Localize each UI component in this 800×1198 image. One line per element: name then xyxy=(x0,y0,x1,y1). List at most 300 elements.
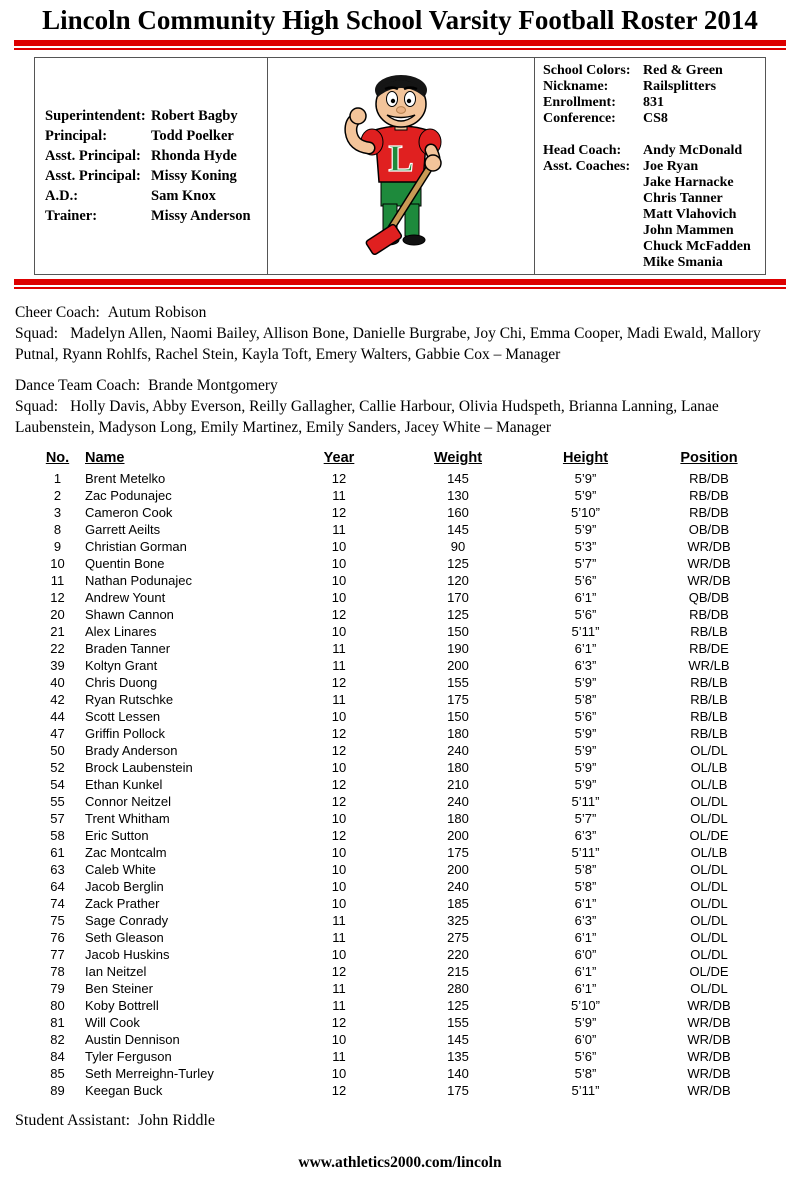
roster-cell: 125 xyxy=(447,998,469,1013)
roster-cell: Sage Conrady xyxy=(85,913,169,928)
roster-cell: 78 xyxy=(50,964,65,979)
roster-cell: 5’9” xyxy=(574,488,597,503)
roster-cell: 77 xyxy=(50,947,65,962)
roster-row xyxy=(30,487,770,504)
roster-cell: Andrew Yount xyxy=(85,590,166,605)
roster-cell: 5’9” xyxy=(574,522,597,537)
roster-cell: WR/DB xyxy=(687,539,731,554)
staff-value: Robert Bagby xyxy=(151,108,238,124)
student-assistant-label: Student Assistant: xyxy=(15,1112,131,1129)
roster-cell: 85 xyxy=(50,1066,65,1081)
staff-value: Missy Anderson xyxy=(151,208,251,224)
roster-cell: 11 xyxy=(332,998,346,1013)
asst-coach-name: Chuck McFadden xyxy=(643,239,751,254)
roster-cell: Griffin Pollock xyxy=(85,726,165,741)
dance-squad-names: Holly Davis, Abby Everson, Reilly Gallagher, Callie Harbour, Olivia Hudspeth, Brianna Lanning, Lanae Laubenstein, Madyson Long, Emily Martinez, Emily Sanders, Jacey White – Manager xyxy=(15,398,719,436)
roster-row xyxy=(30,640,770,657)
roster-cell: 20 xyxy=(50,607,65,622)
roster-cell: 6’3” xyxy=(574,828,597,843)
roster-cell: Tyler Ferguson xyxy=(85,1049,172,1064)
roster-cell: 10 xyxy=(331,879,347,894)
roster-cell: 150 xyxy=(447,709,469,724)
roster-cell: RB/LB xyxy=(690,709,728,724)
roster-row xyxy=(30,861,770,878)
roster-cell: 175 xyxy=(447,692,469,707)
roster-cell: Jacob Berglin xyxy=(85,879,164,894)
roster-cell: 12 xyxy=(50,590,65,605)
asst-coach-row xyxy=(543,175,765,191)
dance-coach-label: Dance Team Coach: xyxy=(15,377,141,394)
roster-cell: 64 xyxy=(50,879,65,894)
roster-cell: OL/DE xyxy=(689,964,729,979)
roster-cell: 325 xyxy=(447,913,469,928)
header-box xyxy=(34,57,766,275)
col-header-weight: Weight xyxy=(433,450,483,466)
asst-coach-row xyxy=(543,255,765,271)
roster-cell: Quentin Bone xyxy=(85,556,165,571)
roster-cell: 125 xyxy=(447,607,469,622)
staff-list xyxy=(35,106,267,226)
divider-mid xyxy=(14,279,786,289)
asst-coach-label xyxy=(543,191,643,207)
roster-cell: 79 xyxy=(50,981,65,996)
roster-cell: WR/DB xyxy=(687,998,731,1013)
roster-cell: 42 xyxy=(50,692,65,707)
roster-cell: Brent Metelko xyxy=(85,471,166,486)
roster-cell: 215 xyxy=(447,964,469,979)
roster-row xyxy=(30,606,770,623)
roster-row xyxy=(30,912,770,929)
roster-row xyxy=(30,997,770,1014)
roster-cell: 10 xyxy=(331,760,347,775)
roster-cell: OL/DE xyxy=(689,828,729,843)
roster-cell: 200 xyxy=(447,658,469,673)
roster-cell: 80 xyxy=(50,998,65,1013)
roster-row xyxy=(30,810,770,827)
roster-cell: RB/LB xyxy=(690,726,728,741)
roster-cell: Garrett Aeilts xyxy=(85,522,161,537)
roster-cell: Austin Dennison xyxy=(85,1032,180,1047)
roster-cell: 240 xyxy=(447,794,469,809)
roster-cell: Jacob Huskins xyxy=(85,947,170,962)
roster-cell: OL/DL xyxy=(690,879,728,894)
roster-row xyxy=(30,725,770,742)
roster-cell: 155 xyxy=(447,675,469,690)
school-info-list xyxy=(543,63,765,127)
roster-cell: 11 xyxy=(332,930,346,945)
roster-cell: 125 xyxy=(447,556,469,571)
asst-coach-row xyxy=(543,239,765,255)
roster-cell: 240 xyxy=(447,743,469,758)
staff-label: Asst. Principal: xyxy=(45,168,141,184)
asst-coach-row xyxy=(543,159,765,175)
roster-cell: Chris Duong xyxy=(85,675,158,690)
head-coach-row xyxy=(543,143,765,159)
roster-cell: OL/DL xyxy=(690,743,728,758)
roster-cell: 44 xyxy=(50,709,65,724)
roster-cell: RB/DB xyxy=(689,607,729,622)
school-info-row xyxy=(543,111,765,127)
roster-cell: WR/DB xyxy=(687,573,731,588)
roster-header-row xyxy=(30,450,770,470)
roster-cell: 10 xyxy=(331,1032,347,1047)
roster-cell: 5’11” xyxy=(571,624,600,639)
divider-top xyxy=(14,40,786,50)
asst-coach-row xyxy=(543,223,765,239)
school-info-row xyxy=(543,79,765,95)
roster-cell: 5’8” xyxy=(574,1066,597,1081)
school-info-row xyxy=(543,95,765,111)
school-info-panel xyxy=(535,58,765,274)
cheer-coach-label: Cheer Coach: xyxy=(15,304,100,321)
roster-cell: 75 xyxy=(50,913,65,928)
divider-thick-bar xyxy=(14,40,786,46)
roster-page xyxy=(0,5,800,1172)
roster-cell: OL/DL xyxy=(690,981,728,996)
staff-value: Missy Koning xyxy=(151,168,237,184)
roster-cell: 5’9” xyxy=(574,743,597,758)
mascot-railsplitter-image xyxy=(319,66,484,266)
roster-row xyxy=(30,963,770,980)
roster-cell: 280 xyxy=(447,981,469,996)
roster-row xyxy=(30,1031,770,1048)
roster-cell: Ethan Kunkel xyxy=(85,777,163,792)
roster-cell: 12 xyxy=(331,743,347,758)
roster-cell: 200 xyxy=(447,828,469,843)
roster-cell: 10 xyxy=(331,539,347,554)
roster-cell: RB/LB xyxy=(690,624,728,639)
roster-cell: 6’3” xyxy=(574,658,597,673)
staff-value: Sam Knox xyxy=(151,188,216,204)
roster-cell: 6’1” xyxy=(574,930,597,945)
roster-cell: Zac Podunajec xyxy=(85,488,172,503)
roster-cell: 12 xyxy=(331,726,347,741)
roster-cell: OL/DL xyxy=(690,862,728,877)
roster-row xyxy=(30,878,770,895)
roster-row xyxy=(30,1014,770,1031)
roster-cell: Seth Merreighn-Turley xyxy=(85,1066,214,1081)
staff-row xyxy=(45,106,267,126)
roster-cell: 120 xyxy=(447,573,469,588)
roster-cell: 190 xyxy=(447,641,469,656)
roster-cell: 12 xyxy=(331,777,347,792)
asst-coach-label xyxy=(543,207,643,223)
roster-cell: 57 xyxy=(50,811,65,826)
roster-row xyxy=(30,742,770,759)
roster-cell: 5’8” xyxy=(574,879,597,894)
roster-cell: Cameron Cook xyxy=(85,505,173,520)
roster-cell: 84 xyxy=(50,1049,65,1064)
roster-cell: 11 xyxy=(332,641,346,656)
school-info-value: Railsplitters xyxy=(643,79,717,94)
roster-cell: OL/DL xyxy=(690,896,728,911)
staff-label: Asst. Principal: xyxy=(45,148,141,164)
roster-cell: Will Cook xyxy=(85,1015,140,1030)
roster-cell: 6’1” xyxy=(574,896,597,911)
roster-cell: 145 xyxy=(447,1032,469,1047)
roster-cell: Zack Prather xyxy=(85,896,160,911)
head-coach-label: Head Coach: xyxy=(543,143,622,158)
mascot-letter: L xyxy=(387,138,414,180)
divider-thick-bar xyxy=(14,279,786,285)
roster-cell: 6’1” xyxy=(574,964,597,979)
roster-cell: Koby Bottrell xyxy=(85,998,159,1013)
roster-row xyxy=(30,521,770,538)
staff-row xyxy=(45,206,267,226)
roster-cell: 12 xyxy=(331,964,347,979)
roster-cell: Scott Lessen xyxy=(85,709,161,724)
roster-cell: WR/DB xyxy=(687,1015,731,1030)
asst-coach-row xyxy=(543,207,765,223)
roster-cell: 63 xyxy=(50,862,65,877)
roster-row xyxy=(30,657,770,674)
roster-cell: 12 xyxy=(331,794,347,809)
roster-cell: 40 xyxy=(50,675,65,690)
roster-cell: 145 xyxy=(447,471,469,486)
roster-cell: 180 xyxy=(447,760,469,775)
roster-row xyxy=(30,844,770,861)
roster-cell: OL/LB xyxy=(690,845,728,860)
roster-cell: 11 xyxy=(50,573,65,588)
roster-cell: Nathan Podunajec xyxy=(85,573,192,588)
roster-cell: Eric Sutton xyxy=(85,828,149,843)
roster-cell: 220 xyxy=(447,947,469,962)
school-info-label: Enrollment: xyxy=(543,95,616,110)
roster-row xyxy=(30,759,770,776)
roster-row xyxy=(30,1048,770,1065)
staff-label: A.D.: xyxy=(45,188,79,204)
roster-cell: Brady Anderson xyxy=(85,743,178,758)
roster-cell: Seth Gleason xyxy=(85,930,164,945)
roster-cell: RB/DB xyxy=(689,488,729,503)
roster-cell: 10 xyxy=(331,709,347,724)
roster-cell: 5’9” xyxy=(574,726,597,741)
asst-coach-name: Joe Ryan xyxy=(643,159,699,174)
roster-cell: RB/DB xyxy=(689,471,729,486)
roster-cell: 12 xyxy=(331,505,347,520)
roster-cell: 5’11” xyxy=(571,794,600,809)
roster-cell: Shawn Cannon xyxy=(85,607,174,622)
cheer-squad-line xyxy=(15,323,778,365)
roster-cell: 74 xyxy=(50,896,65,911)
asst-coach-label xyxy=(543,175,643,191)
asst-coach-label: Asst. Coaches: xyxy=(543,159,631,174)
cheer-coach-line xyxy=(15,302,778,323)
roster-cell: 10 xyxy=(331,811,347,826)
staff-row xyxy=(45,146,267,166)
roster-cell: RB/DE xyxy=(689,641,729,656)
roster-row xyxy=(30,776,770,793)
roster-cell: OL/DL xyxy=(690,930,728,945)
roster-cell: 5’3” xyxy=(574,539,597,554)
roster-cell: 5’7” xyxy=(574,811,597,826)
roster-cell: 8 xyxy=(53,522,62,537)
asst-coach-label xyxy=(543,239,643,255)
roster-cell: Ben Steiner xyxy=(85,981,153,996)
divider-thin-bar xyxy=(14,287,786,289)
divider-thin-bar xyxy=(14,48,786,50)
roster-cell: WR/DB xyxy=(687,1049,731,1064)
school-info-label: School Colors: xyxy=(543,63,631,78)
roster-row xyxy=(30,946,770,963)
asst-coach-name: John Mammen xyxy=(643,223,734,238)
roster-row xyxy=(30,793,770,810)
roster-cell: 6’0” xyxy=(574,947,597,962)
roster-cell: 3 xyxy=(53,505,62,520)
roster-cell: 5’11” xyxy=(571,845,600,860)
staff-row xyxy=(45,186,267,206)
roster-cell: 6’0” xyxy=(574,1032,597,1047)
col-header-no: No. xyxy=(45,450,70,466)
roster-cell: Alex Linares xyxy=(85,624,157,639)
roster-cell: 54 xyxy=(50,777,65,792)
col-header-year: Year xyxy=(323,450,355,466)
roster-cell: Caleb White xyxy=(85,862,156,877)
school-info-row xyxy=(543,63,765,79)
roster-cell: 5’10” xyxy=(571,505,600,520)
staff-value: Todd Poelker xyxy=(151,128,234,144)
roster-cell: 11 xyxy=(332,658,346,673)
roster-row xyxy=(30,708,770,725)
roster-cell: 11 xyxy=(332,522,346,537)
roster-cell: RB/DB xyxy=(689,505,729,520)
col-header-name: Name xyxy=(85,450,125,466)
roster-cell: 5’9” xyxy=(574,760,597,775)
roster-cell: 12 xyxy=(331,828,347,843)
dance-squad-line xyxy=(15,396,778,438)
dance-section xyxy=(15,375,778,438)
roster-cell: 160 xyxy=(447,505,469,520)
roster-cell: 5’6” xyxy=(574,709,597,724)
staff-panel xyxy=(35,58,268,274)
roster-cell: 10 xyxy=(331,590,347,605)
roster-row xyxy=(30,929,770,946)
roster-cell: 210 xyxy=(447,777,469,792)
roster-cell: 175 xyxy=(447,845,469,860)
roster-row xyxy=(30,827,770,844)
staff-label: Trainer: xyxy=(45,208,98,224)
col-header-height: Height xyxy=(562,450,609,466)
roster-cell: OL/DL xyxy=(690,811,728,826)
roster-cell: 10 xyxy=(331,845,347,860)
roster-cell: 150 xyxy=(447,624,469,639)
cheer-squad-label: Squad: xyxy=(15,325,59,342)
roster-cell: 10 xyxy=(331,1066,347,1081)
roster-cell: Koltyn Grant xyxy=(85,658,158,673)
roster-cell: 5’6” xyxy=(574,607,597,622)
roster-cell: WR/DB xyxy=(687,556,731,571)
roster-cell: Ryan Rutschke xyxy=(85,692,174,707)
roster-cell: Braden Tanner xyxy=(85,641,171,656)
cheer-coach-name: Autum Robison xyxy=(107,304,207,321)
student-assistant-line xyxy=(15,1112,800,1130)
roster-cell: 5’9” xyxy=(574,777,597,792)
roster-cell: 155 xyxy=(447,1015,469,1030)
roster-cell: 185 xyxy=(447,896,469,911)
roster-row xyxy=(30,572,770,589)
roster-cell: 76 xyxy=(50,930,65,945)
roster-cell: Christian Gorman xyxy=(85,539,187,554)
roster-cell: 6’1” xyxy=(574,641,597,656)
roster-cell: 10 xyxy=(331,573,347,588)
roster-cell: 5’9” xyxy=(574,471,597,486)
roster-cell: 5’6” xyxy=(574,1049,597,1064)
roster-cell: 39 xyxy=(50,658,65,673)
dance-squad-label: Squad: xyxy=(15,398,59,415)
roster-cell: 5’9” xyxy=(574,675,597,690)
roster-cell: Zac Montcalm xyxy=(85,845,167,860)
roster-cell: 21 xyxy=(50,624,65,639)
asst-coach-name: Mike Smania xyxy=(643,255,723,270)
page-title: Lincoln Community High School Varsity Football Roster 2014 xyxy=(42,5,758,35)
roster-cell: Connor Neitzel xyxy=(85,794,171,809)
roster-cell: 275 xyxy=(447,930,469,945)
roster-cell: 5’6” xyxy=(574,573,597,588)
roster-cell: 11 xyxy=(332,488,346,503)
roster-cell: Ian Neitzel xyxy=(85,964,147,979)
roster-cell: 61 xyxy=(50,845,65,860)
roster-cell: 6’1” xyxy=(574,981,597,996)
roster-cell: 5’9” xyxy=(574,1015,597,1030)
roster-cell: 2 xyxy=(53,488,62,503)
roster-cell: OB/DB xyxy=(688,522,730,537)
roster-row xyxy=(30,470,770,487)
roster-row xyxy=(30,980,770,997)
mascot-panel xyxy=(268,58,535,274)
roster-cell: 11 xyxy=(332,913,346,928)
roster-cell: 170 xyxy=(447,590,469,605)
roster-cell: OL/DL xyxy=(690,913,728,928)
roster-cell: RB/LB xyxy=(690,692,728,707)
school-info-value: 831 xyxy=(643,95,664,110)
roster-cell: 9 xyxy=(53,539,62,554)
roster-cell: 90 xyxy=(450,539,466,554)
staff-label: Principal: xyxy=(45,128,108,144)
roster-cell: OL/LB xyxy=(690,760,728,775)
roster-cell: 10 xyxy=(331,624,347,639)
roster-cell: WR/DB xyxy=(687,1083,731,1098)
roster-cell: 89 xyxy=(50,1083,65,1098)
roster-cell: 11 xyxy=(332,692,346,707)
roster-cell: WR/LB xyxy=(688,658,730,673)
roster-cell: OL/DL xyxy=(690,794,728,809)
roster-cell: WR/DB xyxy=(687,1066,731,1081)
roster-cell: 140 xyxy=(447,1066,469,1081)
roster-row xyxy=(30,504,770,521)
staff-row xyxy=(45,126,267,146)
roster-cell: 180 xyxy=(447,726,469,741)
roster-cell: 10 xyxy=(331,896,347,911)
roster-row xyxy=(30,555,770,572)
roster-cell: 10 xyxy=(331,862,347,877)
roster-cell: RB/LB xyxy=(690,675,728,690)
roster-row xyxy=(30,895,770,912)
roster-table xyxy=(30,450,770,1099)
roster-cell: Keegan Buck xyxy=(85,1083,163,1098)
roster-cell: 200 xyxy=(447,862,469,877)
roster-cell: 12 xyxy=(331,607,347,622)
footer-url: www.athletics2000.com/lincoln xyxy=(298,1154,502,1171)
roster-row xyxy=(30,589,770,606)
roster-row xyxy=(30,623,770,640)
school-info-value: CS8 xyxy=(643,111,668,126)
roster-row xyxy=(30,1082,770,1099)
roster-cell: 11 xyxy=(332,981,346,996)
asst-coach-label xyxy=(543,255,643,271)
roster-cell: Brock Laubenstein xyxy=(85,760,193,775)
roster-body xyxy=(30,470,770,1099)
asst-coach-row xyxy=(543,191,765,207)
